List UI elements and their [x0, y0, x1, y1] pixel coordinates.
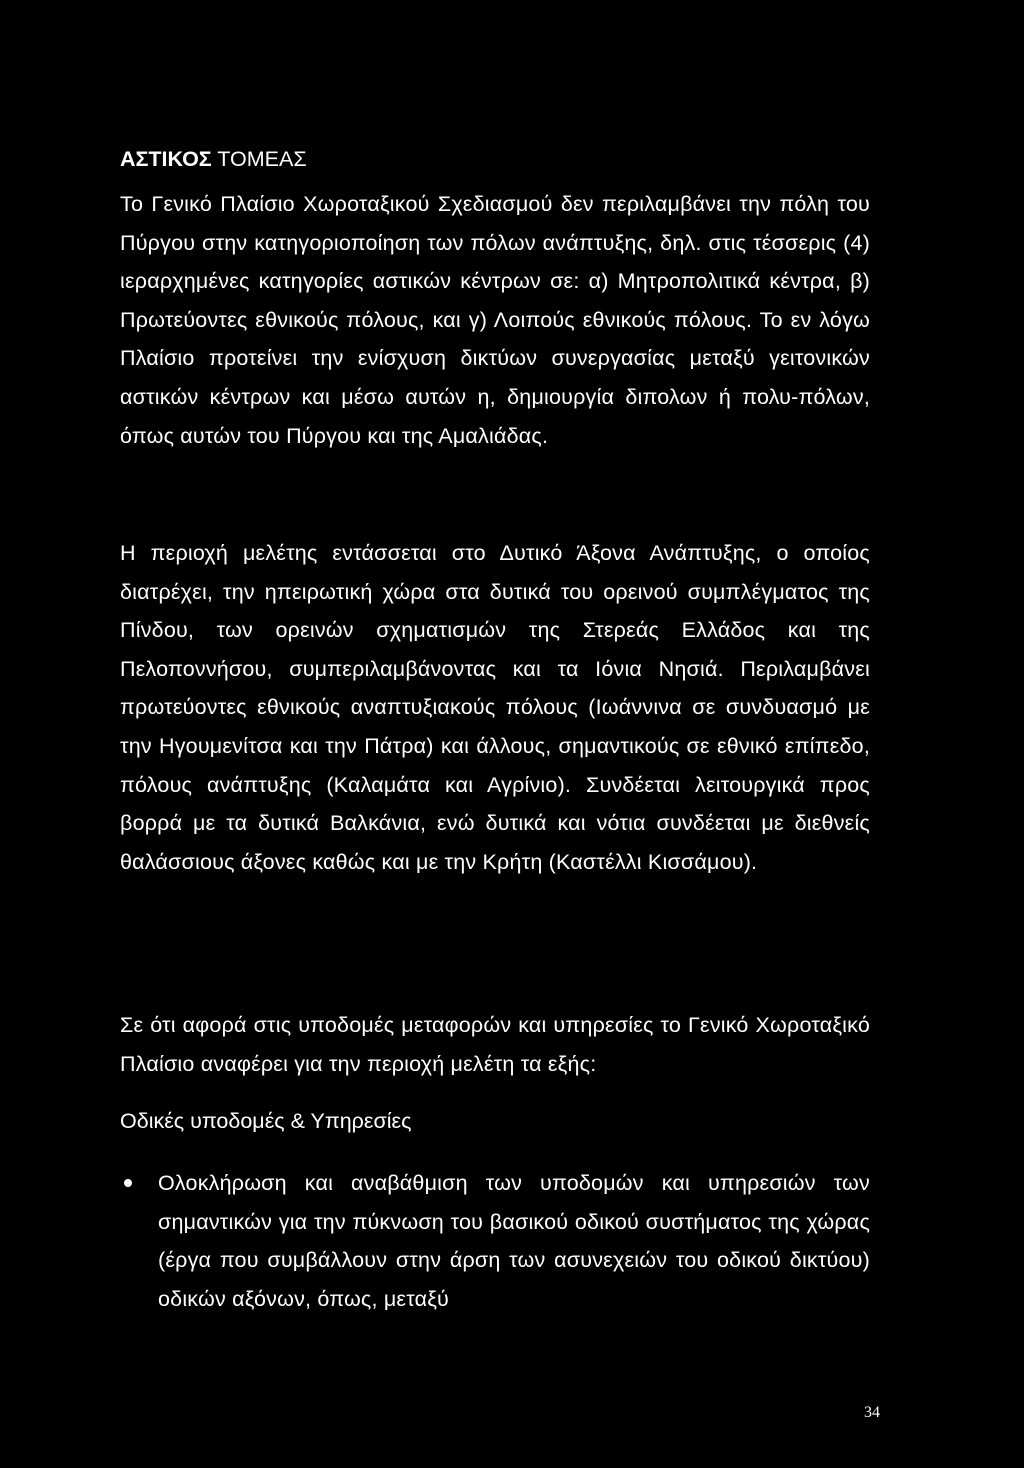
paragraph-western-axis: Η περιοχή μελέτης εντάσσεται στο Δυτικό Άξονα Ανάπτυξης, ο οποίος διατρέχει, την ηπειρωτική χώρα στα δυτικά του ορεινού συμπλέγματος της Πίνδου, των ορεινών σχηματισμών της Στερεάς Ελλάδος και της Πελοποννήσου, συμπεριλαμβάνοντας και τα Ιόνια Νησιά. Περιλαμβάνει πρωτεύοντες εθνικούς αναπτυξιακούς πόλους (Ιωάννινα σε συνδυασμό με την Ηγουμενίτσα και την Πάτρα) και άλλους, σημαντικούς σε εθνικό επίπεδο, πόλους ανάπτυξης (Καλαμάτα και Αγρίνιο). Συνδέεται λειτουργικά προς βορρά με τα δυτικά Βαλκάνια, ενώ δυτικά και νότια συνδέεται με διεθνείς θαλάσσιους άξονες καθώς και με την Κρήτη (Καστέλλι Κισσάμου).	[120, 541, 870, 874]
bullet-text: Ολοκλήρωση και αναβάθμιση των υποδομών και υπηρεσιών των σημαντικών για την πύκνωση του βασικού οδικού συστήματος της χώρας (έργα που συμβάλλουν στην άρση των ασυνεχειών του οδικού δικτύου) οδικών αξόνων, όπως, μεταξύ	[158, 1171, 870, 1311]
section-heading-rest: ΤΟΜΕΑΣ	[211, 147, 307, 171]
section-heading-bold: ΑΣΤΙΚΟΣ	[120, 147, 212, 171]
paragraph-transport-intro: Σε ότι αφορά στις υποδομές μεταφορών και υπηρεσίες το Γενικό Χωροταξικό Πλαίσιο αναφέρει για την περιοχή μελέτη τα εξής:	[120, 1013, 870, 1076]
page-number: 34	[864, 1404, 880, 1421]
paragraph-urban-poles: Το Γενικό Πλαίσιο Χωροταξικού Σχεδιασμού δεν περιλαμβάνει την πόλη του Πύργου στην κατηγοριοποίηση των πόλων ανάπτυξης, δηλ. στις τέσσερις (4) ιεραρχημένες κατηγορίες αστικών κέντρων σε: α) Μητροπολιτικά κέντρα, β) Πρωτεύοντες εθνικούς πόλους, και γ) Λοιπούς εθνικούς πόλους. Το εν λόγω Πλαίσιο προτείνει την ενίσχυση δικτύων συνεργασίας μεταξύ γειτονικών αστικών κέντρων και μέσω αυτών η, δημιουργία διπολων ή πολυ-πόλων, όπως αυτών του Πύργου και της Αμαλιάδας.	[120, 192, 870, 448]
section-heading	[120, 141, 307, 177]
subheading-road-infrastructure: Οδικές υποδομές & Υπηρεσίες	[120, 1109, 412, 1133]
bullet-list-item	[120, 1164, 880, 1344]
bullet-dot-icon	[124, 1179, 132, 1187]
